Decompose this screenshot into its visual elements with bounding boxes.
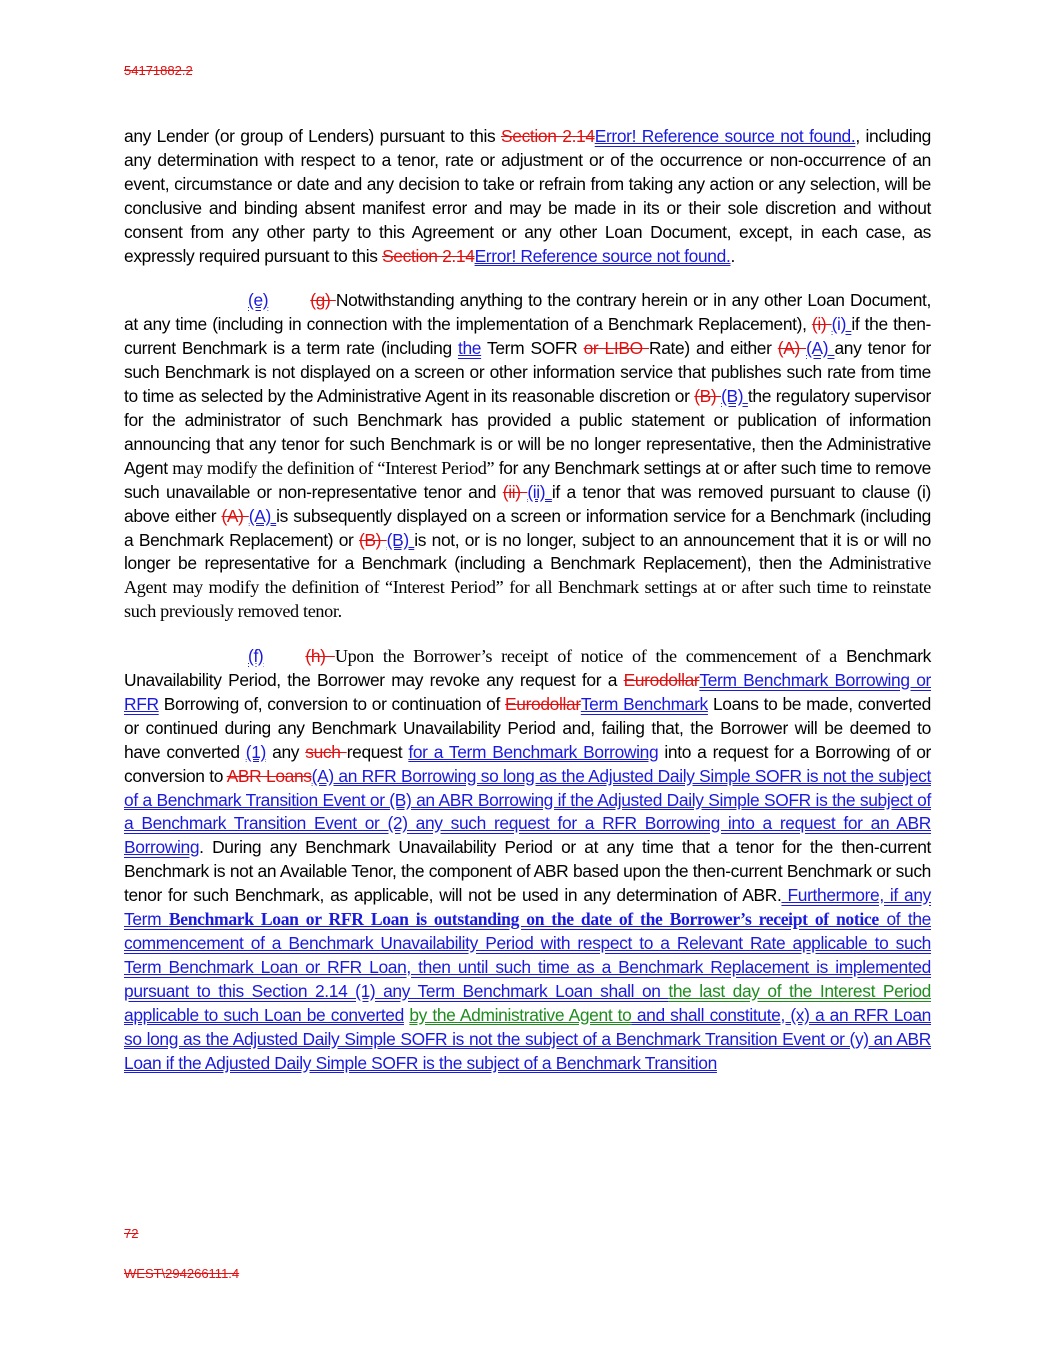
inserted-text: Term Benchmark — [580, 693, 708, 714]
deleted-text: Eurodollar — [505, 693, 581, 714]
inserted-field-error[interactable]: Error! Reference source not found. — [474, 245, 731, 266]
inserted-text: (A) an RFR Borrowing so long as the Adjusted Daily Simple SOFR is not the subject of a Benchmark Transition Event or (B) an ABR Borrowing if the Adjusted Daily Simple SOFR is the subject of a Benchmark Transition Event or (2) any such request for a RFR Borrowing into a request for an ABR Borrowing — [124, 765, 931, 858]
text: may modify the definition of “Interest Period” — [172, 457, 495, 478]
inserted-text: Furthermore, if any Term — [124, 885, 931, 930]
clause-number-new: (e) — [248, 290, 269, 311]
inserted-text: (i) — [831, 314, 852, 335]
text: is subsequently displayed on a screen or information service for a Benchmark (including a Benchmark Replacement) or — [124, 505, 931, 550]
text: if the then-current Benchmark is a term rate (including — [124, 314, 931, 359]
moved-text: by the Administrative Agent to — [409, 1004, 632, 1025]
paragraph-f-unavailability — [124, 645, 931, 1075]
text: any Lender (or group of Lenders) pursuant to this — [124, 126, 502, 146]
text: Term SOFR — [481, 338, 584, 359]
text: Benchmark Unavailability Period, the Borrower may revoke any request for a — [124, 646, 931, 691]
inserted-text: for a Term Benchmark Borrowing — [408, 741, 659, 762]
text: strative Agent may modify the definition of “Interest Period” for all Benchmark settings at or after such time to reinstate such previously removed tenor. — [124, 553, 931, 622]
text: request — [346, 741, 409, 762]
inserted-text: (B) — [721, 386, 748, 407]
text: any tenor for such Benchmark is not displayed on a screen or other information service that publishes such rate from time to time as selected by the Administrative Agent in its reasonable discretion or — [124, 338, 931, 407]
text: Upon the Borrower’s receipt of notice of the commencement of a — [334, 646, 837, 667]
clause-number-old: (h) — [305, 646, 335, 667]
inserted-text: (1) — [245, 741, 266, 762]
text: . — [730, 245, 735, 266]
deleted-text: (i) — [811, 314, 832, 335]
document-id-header: 54171882.2 — [124, 63, 193, 78]
deleted-text: (A) — [777, 338, 807, 359]
inserted-text: Term Benchmark Borrowing or RFR — [124, 670, 931, 714]
text: if a tenor that was removed pursuant to clause (i) above either — [124, 481, 931, 526]
deleted-text: ABR Loans — [226, 765, 312, 786]
deleted-text: (A) — [221, 505, 249, 526]
text: . During any Benchmark Unavailability Period or at any time that a tenor for the then-current Benchmark is not an Available Tenor, the component of ABR based upon the then-current Benchmark or such tenor for such Benchmark, as applicable, will not be used in any determination of ABR. — [124, 837, 931, 906]
deleted-text: Eurodollar — [623, 670, 700, 691]
deleted-text: Section 2.14 — [501, 126, 595, 146]
clause-number-old: (g) — [310, 290, 336, 311]
text: Notwithstanding anything to the contrary herein or in any other Loan Document, at any time (including in connection with the implementation of a Benchmark Replacement), — [124, 290, 931, 335]
inserted-text: the — [457, 338, 482, 359]
inserted-text: (A) — [806, 338, 835, 359]
paragraph-determinations — [124, 125, 931, 268]
deleted-text: or LIBO — [583, 338, 649, 359]
text: , including any determination with respect to a tenor, rate or adjustment or of the occurrence or non-occurrence of an event, circumstance or date and any decision to take or refrain from taking any action or any selection, will be conclusive and binding absent manifest error and may be made in its or their sole discretion and without consent from any other party to this Agreement or any other Loan Document, except, in each case, as expressly required pursuant to this — [124, 126, 931, 266]
deleted-text: (ii) — [502, 481, 528, 502]
deleted-text: (B) — [694, 386, 722, 407]
clause-number-new: (f) — [248, 646, 264, 667]
inserted-text: of the commencement of a Benchmark Unavailability Period with respect to a Relevant Rate applicable to such Term Benchmark Loan or RFR Loan, then until such time as a Benchmark Replacement is implemented pursuant to this Section 2.14 (1) any Term Benchmark Loan shall on — [124, 909, 931, 1001]
text: the regulatory supervisor for the administrator of such Benchmark has provided a public statement or publication of information announcing that any tenor for such Benchmark is or will be no longer representative, then the Administrative Agent — [124, 386, 931, 478]
footer-document-ref: WEST\294266111.4 — [124, 1266, 240, 1281]
text: into a request for a Borrowing of or conversion to — [124, 741, 932, 786]
paragraph-e-tenor — [124, 289, 931, 624]
inserted-text: (A) — [248, 505, 277, 526]
text: any — [266, 741, 306, 762]
deleted-text: Section 2.14 — [382, 245, 475, 266]
text: is not, or is no longer, subject to an announcement that it is or will no longer be representative for a Benchmark (including a Benchmark Replacement), then the Admini — [124, 529, 931, 574]
inserted-text: (B) — [386, 529, 415, 550]
deleted-text: such — [305, 741, 347, 762]
inserted-text: (ii) — [527, 481, 552, 502]
deleted-text: (B) — [358, 529, 387, 550]
text: Rate) and either — [648, 338, 778, 359]
inserted-text: applicable to such Loan be converted — [124, 1004, 404, 1025]
inserted-text: and shall constitute, (x) a an RFR Loan so long as the Adjusted Daily Simple SOFR is not the subject of a Benchmark Transition Event or (y) an ABR Loan if the Adjusted Daily Simple SOFR is the subject of a Benchmark Transition — [124, 1004, 931, 1073]
inserted-text-bold: Benchmark Loan or RFR Loan is outstanding on the date of the Borrower’s receipt of notice — [168, 909, 879, 930]
text: for any Benchmark settings at or after such time to remove such unavailable or non-representative tenor and — [124, 457, 931, 502]
document-body — [124, 125, 931, 1096]
text: Borrowing of, conversion to or continuation of — [158, 693, 506, 714]
moved-text: the last day of the Interest Period — [668, 980, 931, 1001]
inserted-field-error[interactable]: Error! Reference source not found. — [594, 126, 856, 146]
page-number: 72 — [124, 1226, 139, 1241]
text: Loans to be made, converted or continued during any Benchmark Unavailability Period and, failing that, the Borrower will be deemed to have converted — [124, 693, 932, 762]
